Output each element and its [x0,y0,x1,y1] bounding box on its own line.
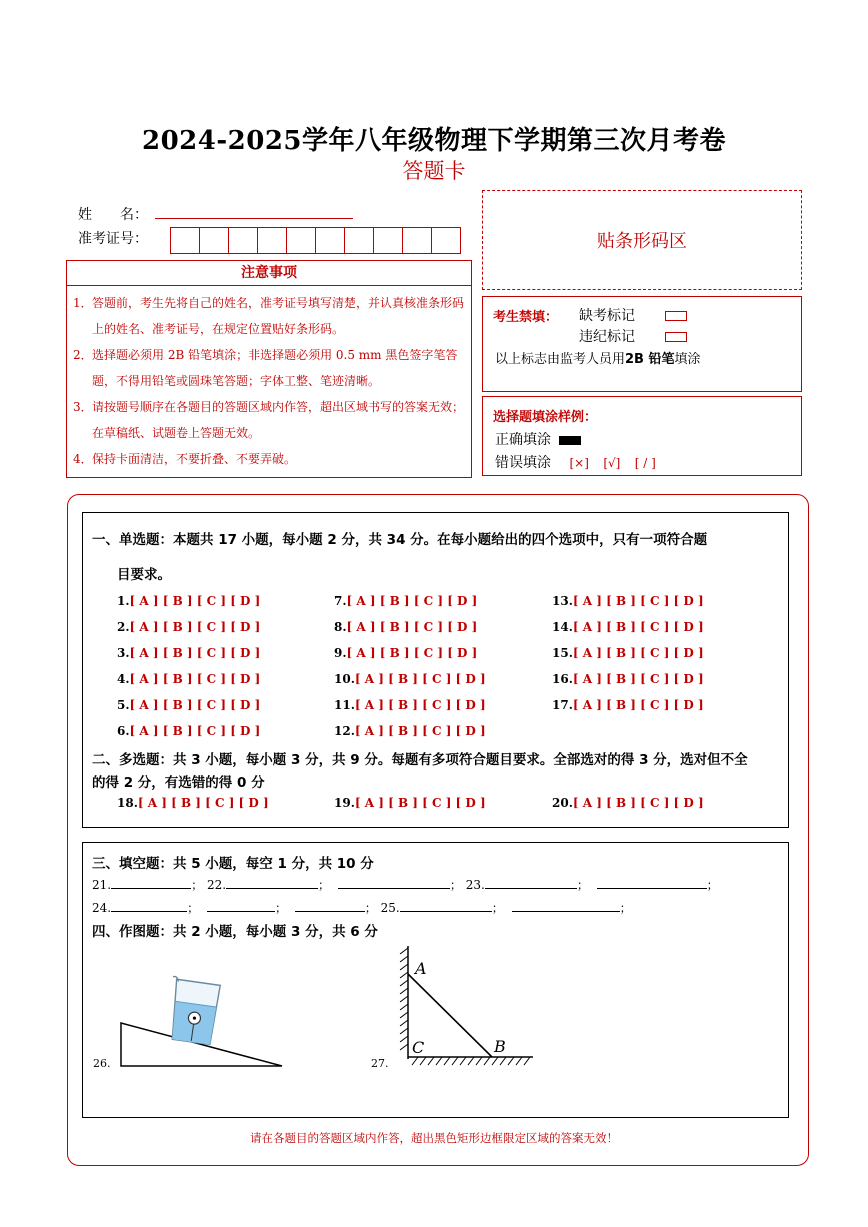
absent-mark-box[interactable] [665,311,687,321]
section2-heading: 二、多选题：共 3 小题，每小题 3 分，共 9 分。每题有多项符合题目要求。全部选对的得 3 分，选对但不全 [92,752,748,768]
absent-mark-label: 缺考标记 [579,308,635,324]
separator: ； [191,878,204,892]
question-number: 17. [552,698,573,712]
notice-item-text: 请按题号顺序在各题目的答题区域内作答，超出区域书写的答案无效；在草稿纸、试题卷上答题无效。 [92,400,465,440]
exam-id-digit-box[interactable] [373,227,403,254]
choice-options[interactable]: [ A ] [ B ] [ C ] [ D ] [572,698,704,712]
notice-item [67,446,471,472]
choice-options[interactable]: [ A ] [ B ] [ C ] [ D ] [572,620,704,634]
wall-hatch [400,948,408,1050]
section1-heading-cont: 目要求。 [117,567,171,583]
choice-options[interactable]: [ A ] [ B ] [ C ] [ D ] [354,698,486,712]
choice-options[interactable]: [ A ] [ B ] [ C ] [ D ] [129,620,261,634]
exam-id-digit-box[interactable] [402,227,432,254]
question-number: 13. [552,594,573,608]
question-choice-row[interactable] [334,796,486,810]
question-choice-row[interactable] [117,724,260,738]
exam-id-label: 准考证号： [78,231,148,247]
forbidden-note-end: 填涂 [674,352,701,367]
wrong-mark-cross: [×] [569,456,589,470]
triangle-abc-figure [398,944,543,1069]
notice-box [66,260,472,478]
question-number: 27. [371,1057,389,1070]
violation-mark-label: 违纪标记 [579,329,635,345]
question-number: 14. [552,620,573,634]
notice-title: 注意事项 [67,261,471,286]
exam-title: 2024-2025学年八年级物理下学期第三次月考卷 [141,126,727,156]
choice-options[interactable]: [ A ] [ B ] [ C ] [ D ] [572,672,704,686]
violation-mark-box[interactable] [665,332,687,342]
answer-blank[interactable] [485,876,577,889]
forbidden-note-text: 以上标志由监考人员用 [495,352,626,367]
question-number: 8. [334,620,347,634]
question-number: 3. [117,646,130,660]
sample-label: 选择题填涂样例： [493,410,598,425]
barcode-area [482,190,802,290]
exam-id-digit-box[interactable] [315,227,345,254]
violation-mark-row [579,326,687,346]
separator: ； [706,878,719,892]
question-choice-row[interactable] [552,672,704,686]
ground-hatch [412,1057,530,1065]
exam-id-boxes[interactable] [170,227,460,254]
question-number: 25. [380,901,400,915]
notice-item-number: 4． [73,452,93,466]
question-number: 15. [552,646,573,660]
answer-blank[interactable] [295,899,365,912]
choice-options[interactable]: [ A ] [ B ] [ C ] [ D ] [572,796,704,810]
answer-blank[interactable] [111,876,191,889]
notice-item-text: 答题前，考生先将自己的姓名，准考证号填写清楚，并认真核准条形码上的姓名、准考证号，在规定位置贴好条形码。 [92,296,465,336]
choice-options[interactable]: [ A ] [ B ] [ C ] [ D ] [346,646,478,660]
separator: ； [187,901,200,915]
question-choice-row[interactable] [117,698,260,712]
separator: ； [491,901,504,915]
section3-heading: 三、填空题：共 5 小题，每空 1 分，共 10 分 [92,856,374,872]
answer-blank[interactable] [226,876,318,889]
question-number: 23. [465,878,485,892]
section4-heading: 四、作图题：共 2 小题，每小题 3 分，共 6 分 [92,924,378,940]
forbidden-note [495,348,701,367]
question-number: 24. [92,901,112,915]
beaker-icon [164,976,220,1045]
question-number: 19. [334,796,355,810]
question-choice-row[interactable] [334,698,486,712]
question-choice-row[interactable] [117,672,260,686]
choice-options[interactable]: [ A ] [ B ] [ C ] [ D ] [354,724,486,738]
fill-sample-box [482,396,802,476]
question-number: 2. [117,620,130,634]
question-number: 20. [552,796,573,810]
forbidden-note-pencil: 2B 铅笔 [625,352,675,367]
exam-id-digit-box[interactable] [170,227,200,254]
exam-id-digit-box[interactable] [286,227,316,254]
choice-options[interactable]: [ A ] [ B ] [ C ] [ D ] [346,594,478,608]
notice-item-text: 保持卡面清洁，不要折叠、不要弄破。 [92,452,297,466]
question-choice-row[interactable] [117,620,260,634]
question-choice-row[interactable] [334,646,477,660]
choice-options[interactable]: [ A ] [ B ] [ C ] [ D ] [354,796,486,810]
wrong-fill-row [495,452,656,472]
answer-blank[interactable] [338,876,450,889]
exam-id-digit-box[interactable] [199,227,229,254]
question-number: 5. [117,698,130,712]
vertex-label-a: A [415,959,427,978]
question-choice-row[interactable] [334,620,477,634]
notice-item [67,290,471,342]
choice-options[interactable]: [ A ] [ B ] [ C ] [ D ] [129,698,261,712]
choice-options[interactable]: [ A ] [ B ] [ C ] [ D ] [354,672,486,686]
answer-blank[interactable] [400,899,492,912]
section1-heading: 一、单选题：本题共 17 小题，每小题 2 分，共 34 分。在每小题给出的四个选项中，只有一项符合题 [92,532,708,548]
question-choice-row[interactable] [552,698,704,712]
choice-options[interactable]: [ A ] [ B ] [ C ] [ D ] [137,796,269,810]
question-number: 22. [206,878,227,892]
question-choice-row[interactable] [334,672,486,686]
exam-id-digit-box[interactable] [344,227,374,254]
fill-blank-row [92,876,719,893]
vertex-label-c: C [412,1038,425,1057]
choice-options[interactable]: [ A ] [ B ] [ C ] [ D ] [572,646,704,660]
choice-options[interactable]: [ A ] [ B ] [ C ] [ D ] [572,594,704,608]
name-label: 姓 名： [78,207,148,223]
question-number: 21. [92,878,112,892]
exam-id-digit-box[interactable] [228,227,258,254]
question-choice-row[interactable] [334,594,477,608]
question-choice-row[interactable] [552,620,704,634]
absent-mark-row [579,305,687,325]
separator: ； [364,901,377,915]
choice-options[interactable]: [ A ] [ B ] [ C ] [ D ] [129,594,261,608]
name-field[interactable] [155,218,353,219]
question-number: 26. [93,1057,111,1070]
choice-options[interactable]: [ A ] [ B ] [ C ] [ D ] [129,646,261,660]
notice-item [67,394,471,446]
choice-options[interactable]: [ A ] [ B ] [ C ] [ D ] [346,620,478,634]
notice-item-number: 3． [73,400,93,414]
question-number: 18. [117,796,138,810]
separator: ； [576,878,589,892]
exam-id-digit-box[interactable] [257,227,287,254]
question-choice-row[interactable] [552,646,704,660]
vertex-label-b: B [494,1037,506,1056]
wrong-fill-label: 错误填涂 [495,455,551,471]
answer-blank[interactable] [111,899,187,912]
section2-heading-cont: 的得 2 分，有选错的得 0 分 [92,775,265,791]
question-choice-row[interactable] [117,796,269,810]
question-number: 10. [334,672,355,686]
question-number: 12. [334,724,355,738]
wrong-mark-slash: [ / ] [634,456,656,470]
exam-id-digit-box[interactable] [431,227,461,254]
question-number: 7. [334,594,347,608]
answer-blank[interactable] [207,899,275,912]
correct-fill-label: 正确填涂 [495,432,551,448]
examinee-forbidden-box [482,296,802,392]
footer-warning: 请在各题目的答题区域内作答，超出黑色矩形边框限定区域的答案无效！ [250,1131,618,1145]
question-number: 4. [117,672,130,686]
question-choice-row[interactable] [117,646,260,660]
choice-options[interactable]: [ A ] [ B ] [ C ] [ D ] [129,724,261,738]
fill-blank-row [92,899,632,916]
separator: ； [619,901,632,915]
question-choice-row[interactable] [117,594,260,608]
choice-options[interactable]: [ A ] [ B ] [ C ] [ D ] [129,672,261,686]
notice-item-text: 选择题必须用 2B 铅笔填涂；非选择题必须用 0.5 mm 黑色签字笔答题，不得用铅笔或圆珠笔答题；字体工整、笔迹清晰。 [92,348,458,388]
notice-item-number: 1． [73,296,93,310]
notice-item [67,342,471,394]
incline-beaker-figure [112,972,292,1072]
question-number: 1. [117,594,130,608]
correct-fill-mark [559,436,581,445]
question-number: 6. [117,724,130,738]
forbidden-label: 考生禁填： [493,310,559,325]
notice-item-number: 2． [73,348,93,362]
separator: ； [274,901,287,915]
answer-sheet-subtitle: 答题卡 [402,159,466,183]
question-number: 9. [334,646,347,660]
separator: ； [449,878,462,892]
question-choice-row[interactable] [552,796,704,810]
answer-blank[interactable] [512,899,620,912]
separator: ； [318,878,331,892]
barcode-label: 贴条形码区 [597,231,687,252]
wrong-mark-check: [√] [603,456,621,470]
correct-fill-row [495,429,581,449]
question-number: 11. [334,698,355,712]
question-number: 16. [552,672,573,686]
question-choice-row[interactable] [334,724,486,738]
answer-blank[interactable] [597,876,707,889]
question-choice-row[interactable] [552,594,704,608]
